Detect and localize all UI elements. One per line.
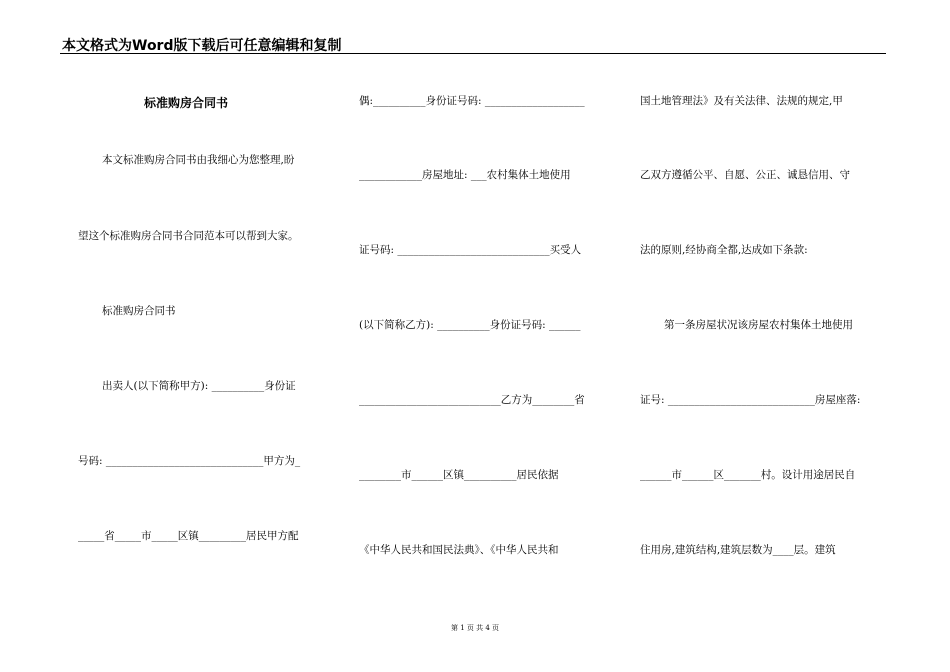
column1-line: 望这个标准购房合同书合同范本可以帮到大家。 [78,230,299,242]
column2-line: 偶:__________身份证号码: ___________________ [359,95,585,107]
column1-line: _____省_____市_____区镇_________居民甲方配 [78,530,299,542]
page-number-footer: 第 1 页 共 4 页 [450,624,500,632]
column2-line: 《中华人民共和国民法典》、《中华人民共和 [359,544,559,556]
column3-line: 国土地管理法》及有关法律、法规的规定,甲 [640,95,843,107]
header-divider [60,53,886,54]
column3-line: 证号: ____________________________房屋座落: [640,394,861,406]
document-header-title: 本文格式为Word版下载后可任意编辑和复制 [62,38,342,54]
column1-line: 出卖人(以下简称甲方): __________身份证 [102,380,296,392]
column1-line: 本文标准购房合同书由我细心为您整理,盼 [102,154,295,166]
column1-line: 号码: ______________________________甲方为_ [78,455,301,467]
column3-line: 法的原则,经协商全都,达成如下条款: [640,244,808,256]
column2-line: (以下简称乙方): __________身份证号码: ______ [359,319,581,331]
column3-line: ______市______区_______村。设计用途居民自 [640,469,856,481]
column2-line: ____________房屋地址: ___农村集体土地使用 [359,169,571,181]
column2-line: ________市______区镇__________居民依据 [359,469,559,481]
column3-line: 住用房,建筑结构,建筑层数为____层。建筑 [640,544,836,556]
contract-title: 标准购房合同书 [144,96,229,110]
column1-line: 标准购房合同书 [102,305,176,317]
column2-line: 证号码: _____________________________买受人 [359,244,582,256]
column2-line: ___________________________乙方为________省 [359,394,585,406]
column3-line: 第一条房屋状况该房屋农村集体土地使用 [664,319,853,331]
column3-line: 乙双方遵循公平、自愿、公正、诚恳信用、守 [640,169,850,181]
